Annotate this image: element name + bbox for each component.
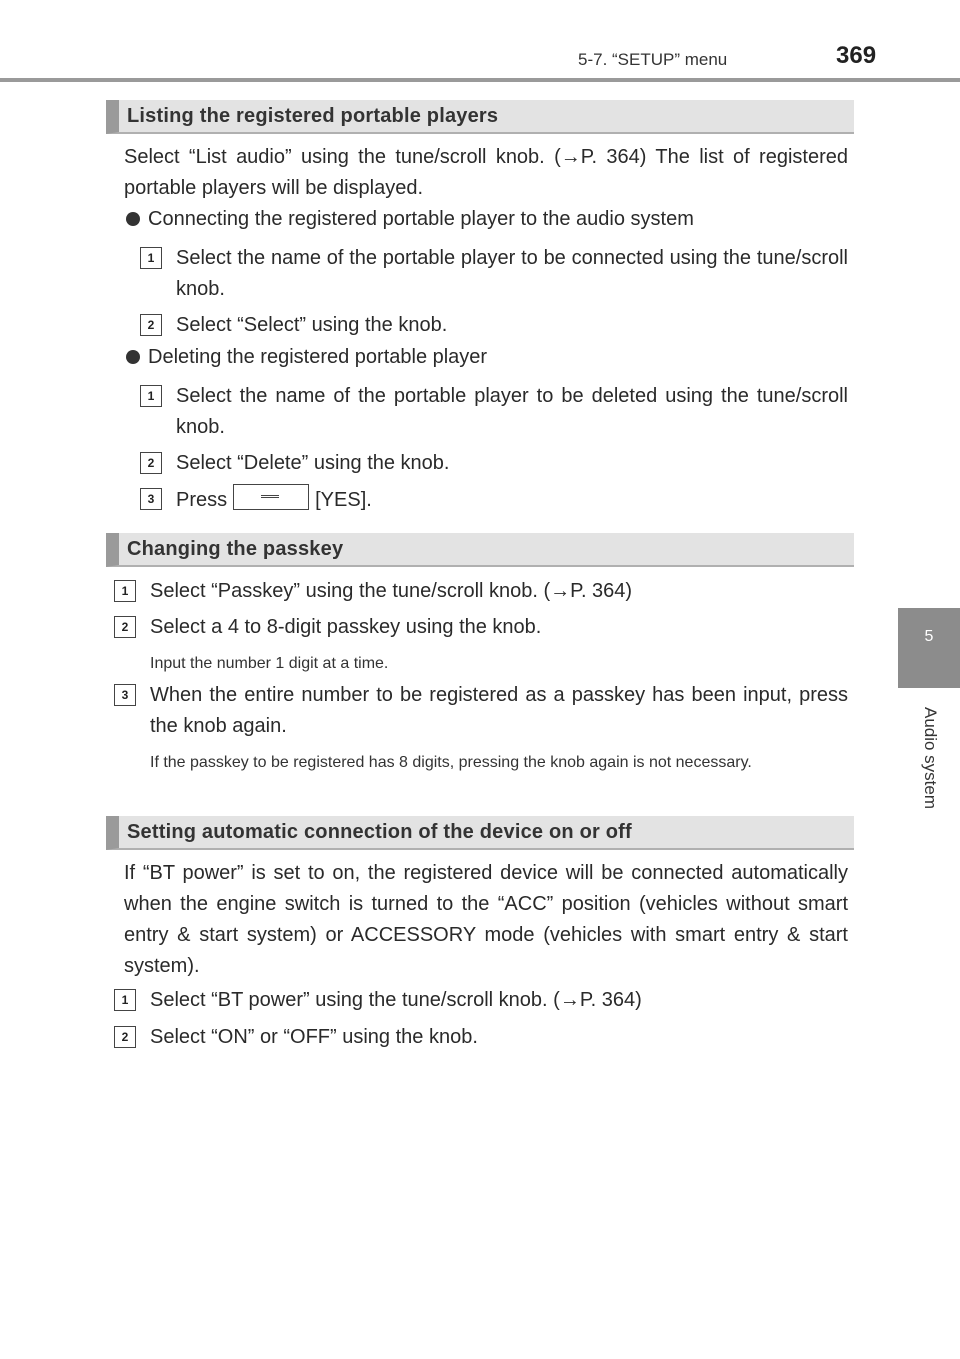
step-text: When the entire number to be registered as a passkey has been input, press the knob again. [150,684,848,737]
step-note: Input the number 1 digit at a time. [150,655,389,672]
step-text: Select “Select” using the knob. [176,314,448,336]
button-bar-glyph [261,495,279,498]
step-text: Select “Passkey” using the tune/scroll knob. (→P. 364) [150,580,633,602]
section-intro: Select “List audio” using the tune/scroll knob. (→P. 364) The list of registered portable players will be displayed. [124,146,848,199]
step-text-after: [YES]. [315,489,372,511]
header-section-title: 5-7. “SETUP” menu [578,50,728,69]
filled-circle-icon [126,350,140,364]
header-rule [0,78,960,82]
page-number: 369 [836,42,877,69]
bullet-text: Connecting the registered portable player to the audio system [148,208,694,230]
section-heading-text: Changing the passkey [127,538,344,560]
section-heading-text: Listing the registered portable players [127,105,499,127]
step-number-box: 2 [140,314,162,336]
step-text: Select “Delete” using the knob. [176,452,450,474]
step-text-before: Press [176,489,228,511]
step-number-box: 2 [140,452,162,474]
step-text [176,484,848,516]
chapter-number: 5 [924,628,934,645]
step-text: Select the name of the portable player to be connected using the tune/scroll knob. [176,247,848,300]
step-note: If the passkey to be registered has 8 digits, pressing the knob again is not necessary. [150,754,752,771]
step-number-box: 1 [114,989,136,1011]
section-intro: If “BT power” is set to on, the registered device will be connected automatically when the engine switch is turned to the “ACC” position (vehicles without smart entry & start system) or ACCESSORY mode (vehicles with smart entry & start system). [124,862,848,977]
step-text: Select a 4 to 8-digit passkey using the knob. [150,616,542,638]
radio-button-icon [233,484,309,510]
chapter-label: Audio system [921,706,940,810]
section-heading-text: Setting automatic connection of the device on or off [127,821,632,843]
step-text: Select “ON” or “OFF” using the knob. [150,1026,478,1048]
section-heading-listing [106,100,854,134]
step-text: Select “BT power” using the tune/scroll knob. (→P. 364) [150,989,642,1011]
step-number-box: 3 [140,488,162,510]
section-heading-auto-connection [106,816,854,850]
step-number-box: 1 [114,580,136,602]
bullet-item [126,342,850,373]
step-number-box: 2 [114,616,136,638]
page-header [0,0,960,84]
bullet-text: Deleting the registered portable player [148,346,488,368]
chapter-tab [898,608,960,688]
step-number-box: 1 [140,385,162,407]
step-number-box: 1 [140,247,162,269]
step-number-box: 2 [114,1026,136,1048]
step-number-box: 3 [114,684,136,706]
section-heading-passkey [106,533,854,567]
bullet-item [126,204,850,235]
filled-circle-icon [126,212,140,226]
step-text: Select the name of the portable player to be deleted using the tune/scroll knob. [176,385,848,438]
